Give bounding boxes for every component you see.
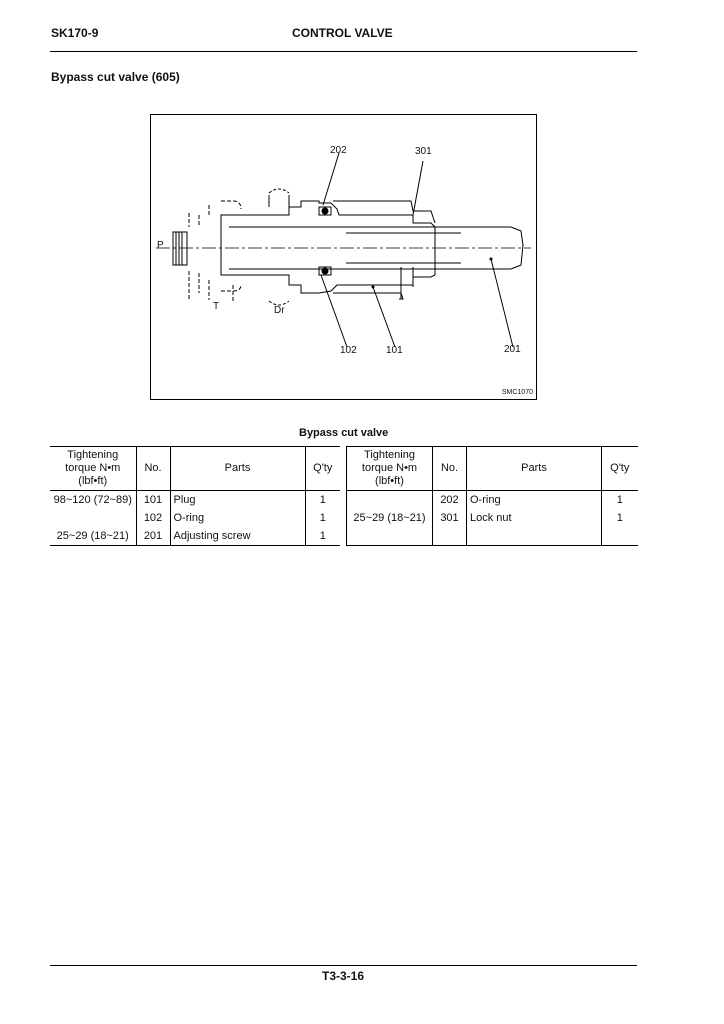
cell-part: O-ring: [170, 509, 305, 527]
cell-qty: 1: [305, 509, 340, 527]
cell-no: 201: [136, 527, 170, 546]
table-row: [347, 527, 638, 546]
section-title: Bypass cut valve (605): [51, 70, 180, 84]
callout-102: 102: [340, 345, 357, 356]
cell-torque: [347, 491, 433, 510]
footer-rule: [50, 965, 637, 966]
cell-no: 101: [136, 491, 170, 510]
cell-part: Adjusting screw: [170, 527, 305, 546]
callout-port-p: P: [157, 240, 164, 251]
header-torque: Tightening torque N•m (lbf•ft): [50, 447, 136, 491]
model-code: SK170-9: [51, 26, 99, 40]
header-torque: Tightening torque N•m (lbf•ft): [347, 447, 433, 491]
page-header-title: CONTROL VALVE: [292, 26, 393, 40]
callout-202: 202: [330, 145, 347, 156]
header-qty: Q'ty: [602, 447, 638, 491]
cell-no: 301: [433, 509, 467, 527]
cell-torque: 25~29 (18~21): [347, 509, 433, 527]
header-no: No.: [136, 447, 170, 491]
cell-torque: 98~120 (72~89): [53, 494, 132, 506]
callout-201: 201: [504, 344, 521, 355]
table-row: [347, 491, 638, 510]
valve-cross-section-figure: [150, 114, 537, 400]
cell-part: Lock nut: [467, 509, 602, 527]
cell-no: 102: [136, 509, 170, 527]
cell-part: O-ring: [467, 491, 602, 510]
leader-201: [491, 259, 513, 347]
callout-301: 301: [415, 146, 432, 157]
header-qty: Q'ty: [305, 447, 340, 491]
callout-port-t: T: [213, 301, 220, 312]
valve-drawing: [151, 115, 538, 401]
leader-101: [373, 287, 395, 347]
cell-qty: 1: [305, 491, 340, 510]
table-row: [50, 509, 340, 527]
header-no: No.: [433, 447, 467, 491]
table-row: [50, 527, 340, 546]
cell-qty: 1: [305, 527, 340, 546]
leader-202: [323, 153, 339, 205]
cell-no: 202: [433, 491, 467, 510]
header-parts: Parts: [467, 447, 602, 491]
figure-code: SMC1070: [501, 389, 533, 396]
leader-301: [413, 161, 423, 215]
header-parts: Parts: [170, 447, 305, 491]
table-row: [347, 509, 638, 527]
cell-qty: 1: [602, 509, 638, 527]
cell-qty: [602, 527, 638, 546]
cell-no: [433, 527, 467, 546]
parts-table-right: [346, 446, 638, 546]
table-row: [50, 491, 340, 510]
cell-part: Plug: [170, 491, 305, 510]
parts-table-left: [50, 446, 340, 546]
page-number: T3-3-16: [322, 969, 365, 983]
cell-qty: 1: [602, 491, 638, 510]
header-rule: [50, 51, 637, 52]
callout-port-dr: Dr: [274, 305, 285, 316]
callout-101: 101: [386, 345, 403, 356]
table-caption: Bypass cut valve: [299, 427, 389, 439]
leader-102: [321, 275, 347, 347]
cell-torque: [50, 509, 136, 527]
cell-part: [467, 527, 602, 546]
cell-torque: [347, 527, 433, 546]
cell-torque: 25~29 (18~21): [50, 527, 136, 546]
port-fitting: [173, 232, 187, 265]
